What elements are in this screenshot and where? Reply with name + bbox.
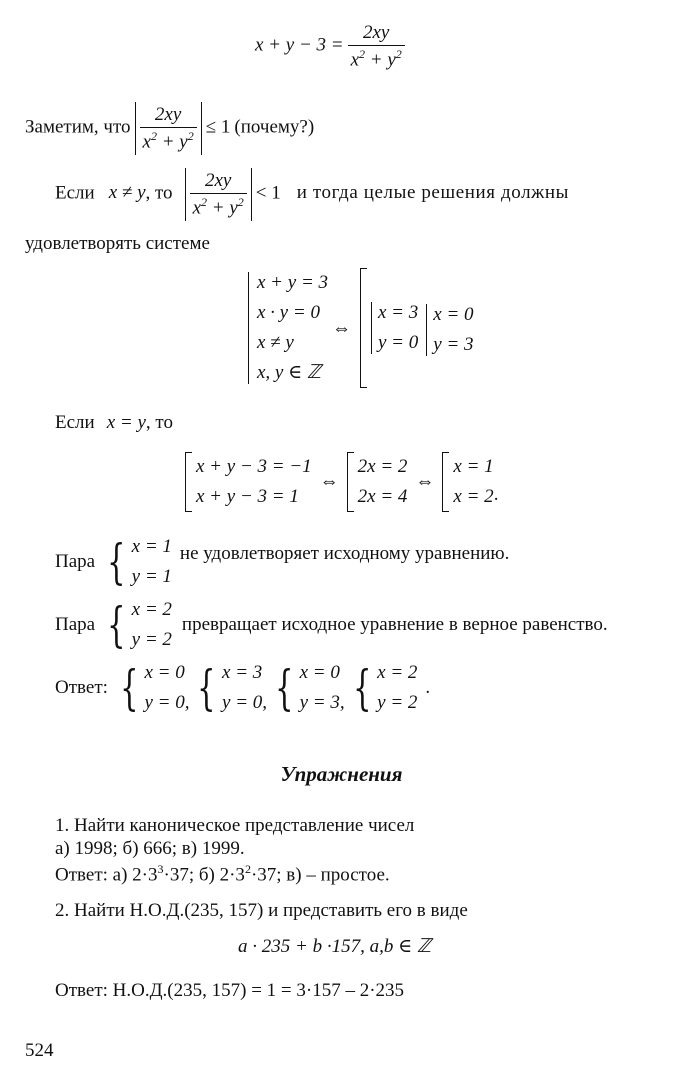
pair1-block — [55, 532, 509, 592]
remark-line — [25, 102, 314, 155]
den-y: + y — [365, 49, 396, 71]
equiv-symbol: ⇔ — [319, 471, 339, 492]
answer-rows-2 — [222, 658, 267, 718]
pair2-rows — [132, 595, 172, 655]
chain-row: x + y − 3 = 1 — [196, 486, 299, 507]
system1-row: x, y ∈ ℤ — [257, 362, 322, 383]
abs-value-fraction — [135, 102, 202, 155]
exercise1: 1. Найти каноническое представление чисел — [55, 815, 415, 836]
case1-prefix: Если — [55, 182, 95, 204]
rden-y: + y — [156, 131, 188, 153]
result-group-1-brace — [371, 302, 374, 354]
den-exp: 2 — [359, 47, 366, 61]
system1-result-bracket — [360, 268, 367, 388]
system1-result — [360, 268, 474, 388]
system1-brace — [248, 272, 251, 384]
answer-rows-3 — [300, 658, 345, 718]
case2-prefix: Если — [55, 412, 95, 433]
case1-denominator — [190, 193, 247, 219]
chain — [185, 452, 498, 512]
result-group-1 — [371, 298, 418, 358]
den-exp2: 2 — [395, 47, 402, 61]
cden-exp: 2 — [201, 195, 207, 209]
ex1-answer-c: ·37; в) – простое. — [250, 864, 390, 886]
top-equation-fraction — [348, 22, 405, 71]
answer-end: . — [425, 677, 431, 698]
pair-row: x = 1 — [131, 536, 172, 557]
chain-row: x = 1 — [453, 456, 494, 477]
case1-abs-fraction — [185, 168, 252, 221]
answer-brace: { — [120, 660, 139, 716]
pair1-line — [55, 532, 509, 592]
chain-row: x + y − 3 = −1 — [196, 456, 312, 477]
answer-row: x = 3 — [222, 662, 263, 683]
answer-row: x = 2 — [377, 662, 418, 683]
fraction-denominator — [348, 45, 405, 71]
equiv-symbol: ⇔ — [415, 471, 435, 492]
result-group-2-rows — [433, 300, 473, 360]
page-number: 524 — [25, 1040, 54, 1061]
chain-end: . — [493, 484, 499, 505]
chain-bracket-b — [347, 452, 354, 512]
equiv-symbol: ⇔ — [332, 318, 351, 339]
answer-label: Ответ: — [55, 677, 108, 698]
answer-rows-4 — [377, 658, 417, 718]
ex1-answer-b: ·37; б) 2·3 — [163, 864, 245, 886]
ex1-answer-b-exp: 2 — [244, 862, 251, 876]
fraction-numerator: 2xy — [363, 22, 390, 43]
exercises-title: Упражнения — [280, 762, 403, 786]
result-row: y = 0 — [378, 332, 419, 353]
chain-rows-b — [358, 452, 408, 512]
system1-block — [248, 268, 328, 388]
answer-row: y = 0, — [222, 692, 268, 713]
case1-fraction — [190, 170, 247, 219]
exercise2-answer: Ответ: Н.О.Д.(235, 157) = 1 = 3·157 – 2·235 — [55, 980, 405, 1001]
cden-y: + y — [207, 197, 238, 219]
chain-block — [185, 452, 498, 512]
case2-condition: x = y — [106, 412, 146, 433]
remark-denominator — [140, 127, 197, 153]
chain-row: 2x = 4 — [357, 486, 408, 507]
pair-row: x = 2 — [131, 599, 172, 620]
answer-brace: { — [275, 660, 294, 716]
system1-result-block — [360, 268, 474, 388]
remark-numerator: 2xy — [154, 104, 182, 125]
den-x: x — [350, 49, 360, 71]
case1-line2: удовлетворять системе — [25, 233, 210, 254]
pair1-text: не удовлетворяет исходному уравнению. — [179, 543, 510, 564]
answer-brace: { — [352, 660, 372, 716]
rden-x: x — [142, 131, 151, 153]
remark-suffix: (почему?) — [234, 116, 315, 138]
system1-row: x · y = 0 — [257, 302, 320, 323]
exercise2-formula: a · 235 + b ·157, a,b ∈ ℤ — [238, 936, 432, 957]
cden-exp2: 2 — [237, 195, 244, 209]
chain-row: x = 2 — [453, 486, 494, 507]
system1-rows — [257, 268, 328, 388]
result-group-1-rows — [378, 298, 418, 358]
pair2-brace: { — [107, 597, 126, 653]
answer-row: y = 3, — [299, 692, 345, 713]
rden-exp2: 2 — [187, 129, 194, 143]
system1 — [248, 268, 328, 388]
result-row: x = 3 — [378, 302, 419, 323]
answer-row: y = 2 — [377, 692, 418, 713]
chain-bracket-a — [185, 452, 192, 512]
system1-result-groups — [367, 296, 474, 360]
answer-line — [55, 658, 430, 718]
remark-relation: ≤ 1 — [205, 116, 231, 138]
chain-row: 2x = 2 — [357, 456, 408, 477]
result-row: x = 0 — [433, 304, 474, 325]
case1-suffix: и тогда целые решения должны — [296, 182, 570, 204]
top-equation — [255, 22, 405, 71]
remark-prefix: Заметим, что — [25, 116, 131, 138]
pair2-line — [55, 595, 608, 655]
answer-row: x = 0 — [144, 662, 185, 683]
result-row: y = 3 — [433, 334, 474, 355]
system1-row: x + y = 3 — [257, 272, 329, 293]
pair2-block — [55, 595, 608, 655]
chain-bracket-c — [442, 452, 449, 512]
answer-row: y = 0, — [144, 692, 190, 713]
answer-rows-1 — [144, 658, 189, 718]
answer-brace: { — [197, 660, 216, 716]
case2-line — [55, 412, 173, 434]
case1-relation: < 1 — [255, 182, 281, 204]
case2-word: , то — [145, 412, 173, 433]
exercise2: 2. Найти Н.О.Д.(235, 157) и представить его в виде — [55, 900, 468, 921]
top-equation-lhs: x + y − 3 = — [255, 34, 344, 56]
case1-numerator: 2xy — [204, 170, 232, 191]
chain-rows-a — [196, 452, 312, 512]
rden-exp: 2 — [150, 129, 157, 143]
remark-fraction — [140, 104, 197, 153]
result-group-2 — [426, 300, 473, 360]
case1-word: , то — [145, 182, 173, 204]
answer-block — [55, 658, 430, 718]
exercise1-answer — [55, 862, 390, 886]
result-group-2-brace — [426, 304, 429, 356]
case1-line — [55, 168, 645, 221]
pair1-rows — [132, 532, 172, 592]
ex1-answer-a-exp: 3 — [157, 862, 164, 876]
answer-row: x = 0 — [299, 662, 340, 683]
pair1-label: Пара — [55, 551, 96, 572]
pair2-text: превращает исходное уравнение в верное равенство. — [181, 614, 608, 635]
pair2-label: Пара — [55, 614, 96, 635]
pair-row: y = 2 — [131, 629, 172, 650]
case1-condition: x ≠ y — [108, 182, 146, 204]
exercise1-items: а) 1998; б) 666; в) 1999. — [55, 838, 245, 859]
ex1-answer-a: Ответ: а) 2·3 — [55, 864, 158, 886]
pair1-brace: { — [107, 534, 126, 590]
chain-rows-c — [453, 452, 493, 512]
system1-row: x ≠ y — [257, 332, 294, 353]
pair-row: y = 1 — [131, 566, 172, 587]
cden-x: x — [192, 197, 201, 219]
